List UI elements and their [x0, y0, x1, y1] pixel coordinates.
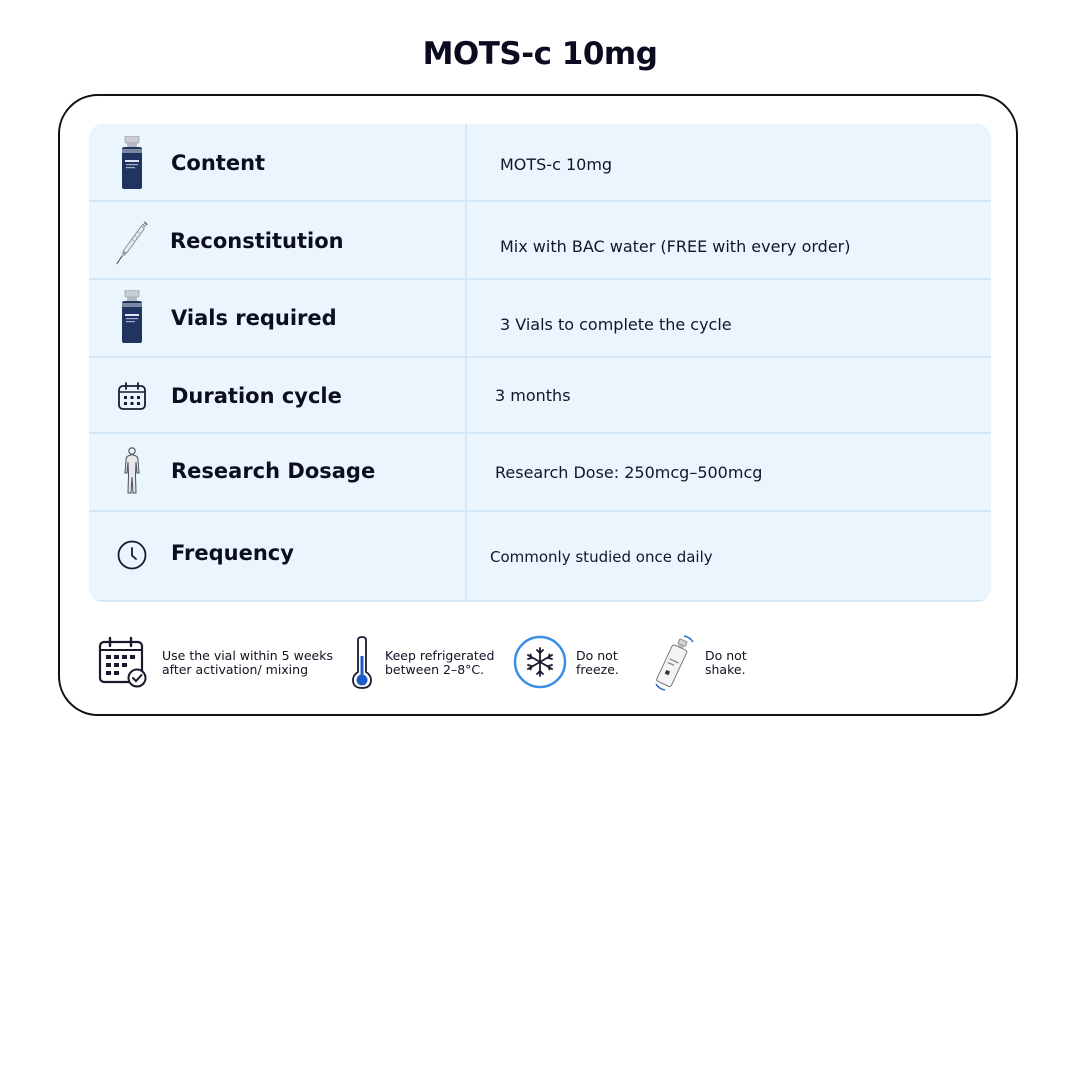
spec-value: Mix with BAC water (FREE with every order): [500, 237, 851, 256]
human-body-icon: [113, 444, 151, 498]
spec-label: Content: [171, 151, 266, 175]
care-text: Do not shake.: [705, 648, 747, 677]
calendar-icon: [113, 369, 151, 423]
spec-row-research-dosage: [89, 434, 991, 512]
column-divider: [465, 124, 467, 602]
care-instruction-no-freeze: [513, 634, 643, 694]
syringe-icon: [113, 216, 151, 270]
calendar-check-icon: [98, 636, 148, 693]
care-text: Use the vial within 5 weeks after activation/ mixing: [162, 648, 333, 677]
vial-icon: [113, 136, 151, 190]
thermometer-icon: [350, 636, 374, 695]
spec-label: Frequency: [171, 541, 294, 565]
care-instruction-no-shake: [650, 634, 790, 694]
spec-value: 3 Vials to complete the cycle: [500, 315, 732, 334]
spec-label: Reconstitution: [170, 229, 344, 253]
product-info-card: [58, 94, 1018, 716]
spec-row-content: [89, 124, 991, 202]
snowflake-icon: [513, 635, 567, 694]
page-title: MOTS-c 10mg: [422, 36, 658, 72]
spec-row-duration-cycle: [89, 358, 991, 434]
spec-row-vials-required: [89, 280, 991, 358]
spec-table: [89, 124, 991, 602]
clock-icon: [113, 528, 151, 582]
care-text: Do not freeze.: [576, 648, 619, 677]
spec-value: Research Dose: 250mcg–500mcg: [495, 463, 763, 482]
spec-label: Duration cycle: [171, 384, 342, 408]
care-text: Keep refrigerated between 2–8°C.: [385, 648, 495, 677]
shake-icon: [650, 634, 696, 697]
spec-row-reconstitution: [89, 202, 991, 280]
spec-row-frequency: [89, 512, 991, 602]
spec-value: MOTS-c 10mg: [500, 155, 613, 174]
vial-icon: [113, 290, 151, 344]
spec-value: 3 months: [495, 386, 571, 405]
care-instruction-refrigerate: [350, 634, 500, 694]
care-instruction-vial-use: [98, 634, 338, 694]
spec-label: Vials required: [171, 306, 337, 330]
spec-label: Research Dosage: [171, 459, 376, 483]
spec-value: Commonly studied once daily: [490, 548, 713, 566]
